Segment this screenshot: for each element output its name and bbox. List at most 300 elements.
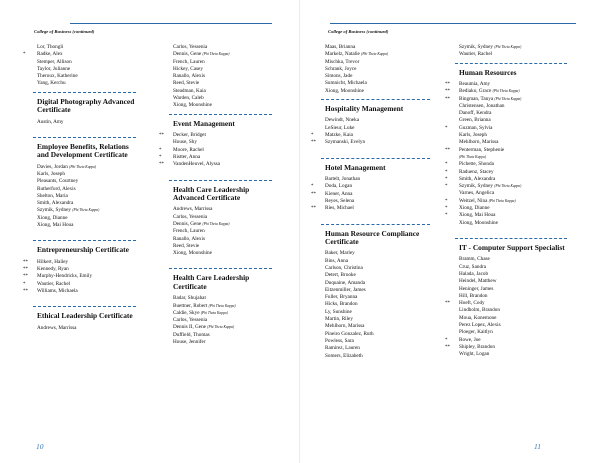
graduate-name [23, 273, 142, 280]
name-text: Kiener, Anna [325, 190, 353, 197]
page-number: 11 [534, 442, 541, 451]
header-rule [330, 23, 576, 24]
graduate-name [311, 205, 436, 212]
graduate-name [30, 73, 142, 80]
graduate-name [318, 250, 436, 257]
program-section [311, 154, 436, 220]
graduate-name [166, 139, 278, 146]
name-text: Kennedy, Ryan [37, 266, 69, 273]
honor-society: (Phi Theta Kappa) [494, 184, 522, 189]
graduate-name [166, 221, 278, 228]
name-text: Pleasants, Courtney [37, 178, 79, 185]
program-section [30, 302, 142, 339]
name-text: Maas, Brianna [325, 44, 356, 50]
section-gap [166, 169, 278, 176]
graduate-name [30, 222, 142, 229]
honors-mark: * [445, 206, 448, 212]
honors-mark: * [159, 154, 162, 160]
graduate-name [159, 153, 278, 161]
program-title: Human Resources [459, 67, 517, 77]
honors-mark: ** [159, 133, 164, 139]
honors-mark: * [445, 169, 448, 175]
section-divider [455, 238, 567, 239]
honor-society: (Phi Theta Kappa) [200, 310, 228, 315]
graduate-name [311, 183, 436, 190]
program-title: IT - Computer Support Specialist [459, 242, 565, 252]
graduate-name [318, 125, 436, 132]
graduate-name [166, 102, 278, 109]
name-text: Karls, Joseph [37, 171, 65, 177]
honors-mark: ** [445, 301, 450, 307]
name-text: Beaumia, Amy [459, 81, 491, 87]
honors-mark: * [23, 52, 26, 58]
graduate-name [166, 303, 278, 310]
honor-society: (Phi Theta Kappa) [202, 221, 230, 226]
section-gap [30, 295, 142, 302]
graduate-name [452, 286, 574, 293]
name-text: Ly, Sunshine [325, 308, 352, 315]
name-text: House, Shy [173, 139, 197, 146]
graduate-name [445, 343, 574, 351]
name-text: Warden, Caleb [173, 95, 204, 102]
program-title: Human Resource Compliance Certificate [325, 228, 420, 246]
graduate-name [311, 139, 436, 146]
program-section [30, 133, 142, 236]
graduate-name [452, 351, 574, 358]
name-text: Varnes, Angelica [459, 190, 495, 197]
graduate-name [166, 59, 278, 66]
program-title: Event Management [173, 118, 235, 128]
name-text: Hill, Brandon [459, 292, 488, 299]
name-text: Moore, Rachel [173, 146, 204, 153]
program-title: Health Care Leadership Certificate [173, 273, 250, 291]
name-text: Markelz, Natalie [325, 51, 360, 58]
name-text: Reed, Stevie [173, 242, 200, 249]
graduate-name [445, 95, 574, 103]
name-text: Xiong, Moonshine [173, 102, 212, 109]
section-gap [30, 126, 142, 133]
graduate-name [452, 271, 574, 278]
name-text: Halada, Jacob [459, 270, 489, 277]
section-divider [33, 92, 136, 93]
honors-mark: ** [311, 191, 316, 197]
name-text: Perez Lopez, Alexis [459, 322, 501, 329]
name-text: Xiong, Mai Houa [459, 212, 496, 219]
graduate-name [23, 51, 142, 58]
honors-mark: ** [23, 259, 28, 265]
name-text: Williams, Michaela [37, 287, 78, 294]
graduate-name [318, 280, 436, 287]
graduate-name [30, 186, 142, 193]
graduate-name [166, 243, 278, 250]
graduate-name [452, 315, 574, 322]
graduate-name [318, 309, 436, 316]
name-text: Weitzel, Nina [459, 197, 488, 204]
program-title: Digital Photography Advanced Certificate [37, 96, 135, 115]
program-section [318, 220, 436, 367]
graduate-name [30, 200, 142, 207]
graduate-name [159, 146, 278, 154]
program-section [159, 110, 278, 176]
section-divider [169, 180, 272, 181]
left-column-1 [23, 44, 142, 339]
graduate-name [318, 258, 436, 265]
honor-society: (Phi Theta Kappa) [69, 164, 97, 169]
graduate-name [318, 316, 436, 323]
graduate-name [30, 178, 142, 185]
section-divider [169, 268, 272, 269]
graduate-name [318, 73, 436, 80]
name-text: Bingman, Tanya [459, 95, 494, 102]
graduate-name [452, 256, 574, 263]
graduate-name [318, 287, 436, 294]
name-text: Murphy-Hendricks, Emily [37, 273, 93, 280]
name-text: Mehlhorn, Marissa [325, 323, 365, 330]
name-text: Sumnicht, Michaela [325, 80, 367, 87]
graduate-name [318, 294, 436, 301]
name-text: Martin, Riley [325, 316, 353, 323]
name-text: Yang, Kerchu [37, 80, 66, 87]
graduate-name [30, 193, 142, 200]
page-number: 10 [36, 442, 44, 451]
name-text: Matzke, Kaia [325, 132, 353, 139]
name-text: Carlos, Yessenia [173, 44, 208, 50]
honors-mark: ** [445, 344, 450, 350]
name-text: VandenHeuvel, Alyssa [173, 161, 220, 168]
name-text: Bins, Anna [325, 257, 349, 264]
honors-mark: ** [311, 140, 316, 146]
graduate-name [166, 228, 278, 235]
name-text: Wautier, Rachel [37, 280, 71, 287]
section-divider [321, 158, 430, 159]
name-text: Reed, Stevie [173, 80, 200, 87]
section-gap [166, 346, 278, 353]
graduate-name [445, 336, 574, 344]
program-title: Health Care Leadership Advanced Certificate [173, 184, 250, 202]
name-text: Heninger, James [459, 285, 494, 292]
name-text: Hickey, Casey [173, 65, 203, 72]
name-text: Heindel, Matthew [459, 278, 497, 285]
graduate-name [166, 295, 278, 302]
graduate-name [445, 81, 574, 88]
graduate-name [318, 323, 436, 330]
graduate-name [166, 317, 278, 324]
name-text: Hicks, Brandon [325, 301, 358, 308]
name-text: Stemper, Allison [37, 58, 72, 65]
name-text: Xiong, Moonshine [459, 219, 498, 226]
name-text: Buettner, Robert [173, 302, 208, 309]
graduate-name [318, 272, 436, 279]
name-text: Pineiro Gonzalez, Ruth [325, 330, 374, 337]
graduate-name [166, 250, 278, 257]
graduate-name [166, 339, 278, 346]
name-text: Smith, Alexandra [459, 175, 496, 182]
name-text: Fuller, Bryanna [325, 294, 358, 301]
graduate-name [30, 44, 142, 51]
name-text: Doda, Logan [325, 183, 353, 190]
honors-mark: ** [23, 274, 28, 280]
graduate-name [166, 206, 278, 213]
section-divider [33, 306, 136, 307]
name-text: House, Jennifer [173, 339, 206, 346]
honor-society: (Phi Theta Kappa) [202, 52, 230, 57]
graduate-name [311, 190, 436, 198]
graduate-name [452, 51, 574, 58]
graduate-name [166, 80, 278, 87]
graduate-name [166, 95, 278, 102]
graduate-name [166, 51, 278, 58]
name-text: Wautier, Rachel [459, 51, 493, 58]
name-text: Danoff, Kendra [459, 110, 492, 117]
name-text: Hoeft, Cody [459, 300, 485, 307]
graduate-name [311, 132, 436, 139]
name-text: Davies, Jordan [37, 163, 68, 170]
left-column-2 [159, 44, 278, 353]
honor-society: (Phi Theta Kappa) [492, 89, 520, 94]
name-text: Ramirez, Lauren [325, 345, 360, 352]
name-text: Ristter, Anna [173, 153, 201, 160]
name-text: Karls, Joseph [459, 132, 487, 139]
name-text: Ranallo, Alexis [173, 235, 205, 242]
name-text: Carlson, Christina [325, 264, 363, 271]
graduate-name [445, 197, 574, 205]
graduate-name [166, 332, 278, 339]
name-text: Dennis, Gene [173, 51, 202, 58]
name-text: French, Lauren [173, 228, 205, 235]
graduate-name [452, 190, 574, 197]
name-text: Caldie, Skye [173, 309, 200, 316]
honors-mark: ** [445, 147, 450, 153]
name-text: Xiong, Moonshine [173, 250, 212, 257]
name-text: Guzman, Sylvia [459, 124, 493, 131]
graduate-name [445, 146, 574, 154]
section-divider [321, 99, 430, 100]
honor-society: (Phi Theta Kappa) [207, 325, 235, 330]
graduate-name [166, 44, 278, 51]
name-text: Wright, Logan [459, 351, 490, 358]
graduate-name [452, 278, 574, 285]
program-section [445, 59, 574, 234]
header-rule [70, 23, 272, 24]
name-text: Mehlhorn, Marissa [459, 139, 499, 146]
honors-mark: * [445, 198, 448, 204]
graduate-name [30, 207, 142, 214]
section-gap [452, 359, 574, 366]
name-text: Szymik, Sydney [459, 44, 494, 50]
honors-mark: ** [311, 206, 316, 212]
name-text: Ries, Michael [325, 205, 354, 212]
honor-society: (Phi Theta Kappa) [488, 198, 516, 203]
honors-mark: ** [23, 267, 28, 273]
graduate-name [318, 176, 436, 183]
program-title: Entrepreneurship Certificate [37, 245, 129, 255]
graduate-name [445, 168, 574, 176]
section-gap [318, 213, 436, 220]
name-text: Xiong, Dianne [37, 214, 68, 221]
graduate-name [318, 331, 436, 338]
name-text: Somers, Elizabeth [325, 352, 363, 359]
name-text: Green, Brianna [459, 117, 491, 124]
name-text: Steadman, Kaia [173, 87, 206, 94]
graduate-name [23, 280, 142, 288]
right-column-2 [445, 44, 574, 366]
name-text: Pichette, Shonda [459, 161, 494, 168]
section-gap [30, 332, 142, 339]
honors-mark: ** [159, 162, 164, 168]
honors-mark: * [311, 184, 314, 190]
name-text: Decker, Bridget [173, 132, 206, 139]
honor-society: (Phi Theta Kappa) [208, 303, 236, 308]
name-text: Christensen, Jonathan [459, 102, 505, 109]
graduate-name [166, 214, 278, 221]
graduate-name [445, 124, 574, 132]
name-text: Theroux, Katherine [37, 73, 78, 80]
name-text: Bramm, Chase [459, 256, 490, 263]
name-text: Rutherford, Alexis [37, 185, 76, 192]
graduate-name [318, 345, 436, 352]
right-column-1 [311, 44, 436, 367]
name-text: Bediako, Grace [459, 88, 492, 95]
honors-mark: * [445, 213, 448, 219]
honors-mark: * [445, 176, 448, 182]
graduate-name [452, 329, 574, 336]
graduate-name [318, 353, 436, 360]
name-text: Szymanski, Evelyn [325, 139, 366, 146]
name-text: Dennis, Gene [173, 220, 202, 227]
honor-society: (Phi Theta Kappa) [494, 45, 522, 49]
graduate-name [452, 110, 574, 117]
graduate-name [318, 51, 436, 58]
graduate-name [159, 132, 278, 139]
name-text: Andrews, Marrissa [173, 206, 213, 213]
honors-mark: ** [445, 96, 450, 102]
graduate-name [166, 324, 278, 331]
name-text: Taylor, Julianne [37, 65, 71, 72]
name-text: Dewindt, Nneka [325, 117, 359, 124]
section-divider [33, 240, 136, 241]
section-divider [455, 63, 567, 64]
graduate-name [445, 205, 574, 212]
graduate-name [166, 88, 278, 95]
name-text: Xiong, Dianne [459, 205, 490, 212]
name-text: Baker, Marley [325, 250, 355, 257]
section-gap [318, 147, 436, 154]
graduate-name [30, 171, 142, 178]
graduate-name [318, 198, 436, 205]
graduate-name [30, 66, 142, 73]
name-text: Lor, Thongli [37, 44, 64, 50]
name-text: Duffield, Thomas [173, 331, 210, 338]
section-gap [166, 257, 278, 264]
graduate-name [23, 287, 142, 295]
running-header: College of Business (continued) [328, 29, 389, 34]
name-text: Cruz, Sandra [459, 263, 487, 270]
honors-mark: * [23, 281, 26, 287]
name-text: Shipley, Brandon [459, 343, 495, 350]
name-text: French, Lauren [173, 58, 205, 65]
section-divider [321, 224, 430, 225]
graduate-name [452, 322, 574, 329]
program-title: Employee Benefits, Relations and Development Certificate [37, 141, 129, 160]
honors-mark: * [445, 162, 448, 168]
program-section [30, 88, 142, 133]
name-text: Lindholm, Brandon [459, 307, 500, 314]
graduate-name [452, 154, 574, 161]
honor-society: (Phi Theta Kappa) [494, 96, 522, 101]
graduate-name [452, 132, 574, 139]
graduate-name [318, 66, 436, 73]
name-text: Schrank, Joyce [325, 65, 357, 72]
graduate-name [318, 88, 436, 95]
graduate-name [445, 212, 574, 219]
name-text: Hilkert, Hailey [37, 258, 69, 265]
graduate-name [30, 80, 142, 87]
graduate-name [166, 66, 278, 73]
graduate-name [452, 264, 574, 271]
honors-mark: * [445, 184, 448, 190]
program-section [23, 236, 142, 302]
name-text: Simons, Jade [325, 73, 353, 80]
name-text: Carlos, Yessenia [173, 317, 208, 324]
graduate-name [318, 44, 436, 51]
name-text: Xiong, Moonshine [325, 87, 364, 94]
honor-society: (Phi Theta Kappa) [72, 208, 100, 213]
name-text: Austin, Amy [37, 118, 64, 125]
name-text: Andrews, Marrissa [37, 324, 77, 331]
name-text: Ranallo, Alexis [173, 73, 205, 80]
name-text: LeSieur, Luke [325, 124, 355, 131]
graduate-name [452, 307, 574, 314]
section-gap [30, 229, 142, 236]
name-text: Detert, Brooke [325, 272, 356, 279]
graduate-name [159, 161, 278, 168]
graduate-name [318, 301, 436, 308]
graduate-name [452, 139, 574, 146]
name-text: Badar, Shujahat [173, 295, 206, 302]
honors-mark: ** [23, 288, 28, 294]
section-divider [169, 114, 272, 115]
name-text: Moua, Konemone [459, 314, 497, 321]
graduate-name [445, 300, 574, 307]
graduate-name [166, 310, 278, 317]
honor-society: (Phi Theta Kappa) [459, 154, 486, 159]
honors-mark: ** [445, 89, 450, 95]
name-text: Rowe, Joe [459, 336, 481, 343]
program-title: Ethical Leadership Certificate [37, 311, 133, 321]
graduate-name [30, 325, 142, 332]
name-text: Xiong, Mai Houa [37, 222, 74, 229]
name-text: Mischka, Trevor [325, 58, 360, 65]
section-divider [33, 137, 136, 138]
graduate-name [445, 88, 574, 95]
graduate-name [452, 117, 574, 124]
program-section [166, 176, 278, 265]
program-section [166, 264, 278, 353]
graduate-name [166, 236, 278, 243]
graduate-name [445, 183, 574, 190]
name-text: Radke, Alex [37, 51, 63, 58]
running-header: College of Business (continued) [34, 29, 95, 34]
name-text: Powless, Sara [325, 337, 354, 344]
name-text: Szymik, Sydney [459, 183, 494, 190]
honor-society: (Phi Theta Kappa) [361, 52, 389, 57]
name-text: Bartelt, Jonathan [325, 176, 361, 183]
graduate-name [30, 164, 142, 171]
program-title: Hospitality Management [325, 104, 404, 114]
graduate-name [318, 117, 436, 124]
program-section [445, 234, 574, 366]
section-gap [452, 227, 574, 234]
